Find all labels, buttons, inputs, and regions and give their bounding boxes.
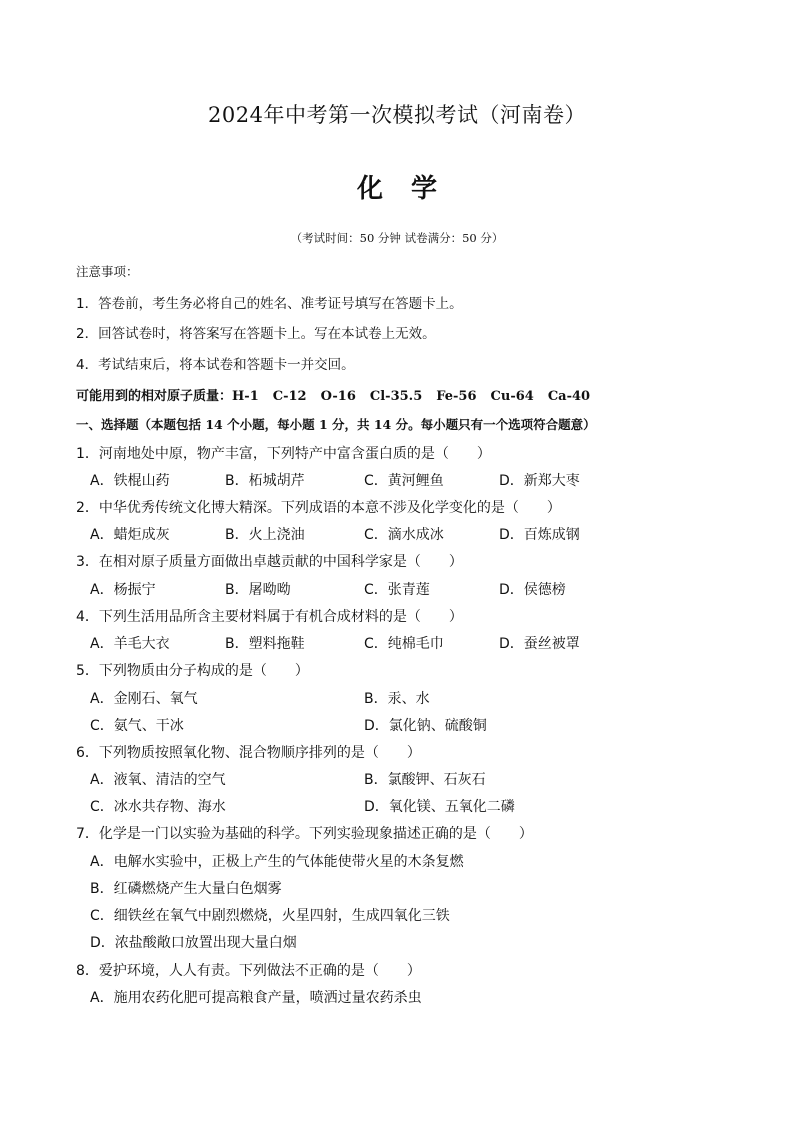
- option-b: B．火上浇油: [225, 527, 305, 543]
- option-c: C．黄河鲤鱼: [364, 473, 444, 489]
- option-b: B．柘城胡芹: [225, 473, 305, 489]
- option-b: B．塑料拖鞋: [225, 636, 305, 652]
- option-b: B．汞、水: [364, 691, 430, 707]
- option-a: A．铁棍山药: [90, 473, 170, 489]
- option-c: C．纯棉毛巾: [364, 636, 444, 652]
- question-stem: 1．河南地处中原，物产丰富，下列特产中富含蛋白质的是（ ）: [76, 446, 491, 462]
- option-d: D．氧化镁、五氧化二磷: [364, 799, 515, 815]
- option-c: C．氨气、干冰: [90, 718, 184, 734]
- notes-heading: 注意事项：: [76, 264, 139, 279]
- note-item: 1．答卷前，考生务必将自己的姓名、准考证号填写在答题卡上。: [76, 296, 463, 312]
- option-d: D．氯化钠、硫酸铜: [364, 718, 487, 734]
- question-stem: 4．下列生活用品所含主要材料属于有机合成材料的是（ ）: [76, 609, 463, 625]
- question-stem: 5．下列物质由分子构成的是（ ）: [76, 663, 309, 679]
- option-d: D．新郑大枣: [499, 473, 580, 489]
- option-a: A．电解水实验中，正极上产生的气体能使带火星的木条复燃: [90, 854, 464, 870]
- atomic-mass: Cu-64: [490, 389, 534, 404]
- page-title: 2024年中考第一次模拟考试（河南卷）: [208, 103, 586, 127]
- option-c: C．冰水共存物、海水: [90, 799, 226, 815]
- atomic-mass: H-1: [232, 389, 259, 404]
- note-item: 2．回答试卷时，将答案写在答题卡上。写在本试卷上无效。: [76, 326, 436, 342]
- note-item: 4．考试结束后，将本试卷和答题卡一并交回。: [76, 357, 355, 373]
- option-a: A．羊毛大衣: [90, 636, 170, 652]
- option-a: A．蜡炬成灰: [90, 527, 170, 543]
- section-heading: 一、选择题（本题包括 14 个小题，每小题 1 分，共 14 分。每小题只有一个选项符合题意）: [76, 417, 596, 432]
- atomic-mass: C-12: [272, 389, 307, 404]
- option-a: A．金刚石、氧气: [90, 691, 198, 707]
- subject-title: 化学: [356, 174, 465, 204]
- question-stem: 8．爱护环境，人人有责。下列做法不正确的是（ ）: [76, 963, 421, 979]
- option-c: C．细铁丝在氧气中剧烈燃烧，火星四射，生成四氧化三铁: [90, 908, 450, 924]
- option-d: D．百炼成钢: [499, 527, 580, 543]
- option-b: B．屠呦呦: [225, 582, 291, 598]
- option-d: D．蚕丝被罩: [499, 636, 580, 652]
- question-stem: 6．下列物质按照氧化物、混合物顺序排列的是（ ）: [76, 745, 421, 761]
- atomic-masses-label: 可能用到的相对原子质量：: [76, 389, 233, 404]
- option-c: C．张青莲: [364, 582, 430, 598]
- atomic-mass: Ca-40: [547, 389, 591, 404]
- option-b: B．红磷燃烧产生大量白色烟雾: [90, 881, 282, 897]
- question-stem: 7．化学是一门以实验为基础的科学。下列实验现象描述正确的是（ ）: [76, 826, 533, 842]
- atomic-mass: Fe-56: [436, 389, 477, 404]
- option-d: D．侯德榜: [499, 582, 566, 598]
- option-a: A．施用农药化肥可提高粮食产量，喷洒过量农药杀虫: [90, 990, 422, 1006]
- option-c: C．滴水成冰: [364, 527, 444, 543]
- atomic-mass: O-16: [320, 389, 356, 404]
- option-a: A．杨振宁: [90, 582, 156, 598]
- question-stem: 3．在相对原子质量方面做出卓越贡献的中国科学家是（ ）: [76, 554, 463, 570]
- atomic-mass: Cl-35.5: [369, 389, 423, 404]
- exam-info: （考试时间：50 分钟 试卷满分：50 分）: [290, 231, 504, 245]
- option-b: B．氯酸钾、石灰石: [364, 772, 486, 788]
- atomic-masses: [76, 385, 604, 404]
- option-d: D．浓盐酸敞口放置出现大量白烟: [90, 935, 297, 951]
- question-stem: 2．中华优秀传统文化博大精深。下列成语的本意不涉及化学变化的是（ ）: [76, 500, 561, 516]
- option-a: A．液氧、清洁的空气: [90, 772, 226, 788]
